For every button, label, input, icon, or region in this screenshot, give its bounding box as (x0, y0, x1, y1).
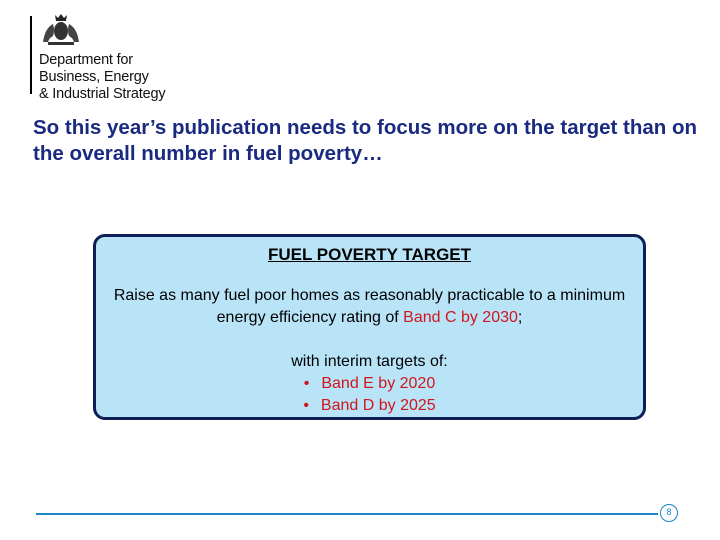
interim-intro: with interim targets of: (291, 353, 448, 370)
interim-target: Band E by 2020 (321, 375, 436, 392)
target-box-title: FUEL POVERTY TARGET (267, 245, 472, 264)
department-name (39, 52, 165, 103)
interim-target: Band D by 2025 (320, 397, 436, 414)
bullet-icon: • (303, 397, 309, 414)
logo-line: Business, Energy (39, 69, 149, 85)
slide-headline: So this year’s publication needs to focus more on the target than on the overall number in fuel poverty… (33, 116, 698, 165)
list-item (96, 395, 643, 417)
page-number-badge: 8 (660, 504, 678, 522)
footer-divider (36, 513, 658, 515)
department-logo (30, 12, 205, 102)
bullet-icon: • (303, 375, 310, 392)
fuel-poverty-target-box (93, 234, 646, 420)
logo-divider-bar (30, 16, 32, 94)
target-statement-end: ; (517, 309, 523, 326)
logo-line: Department for (39, 52, 133, 68)
interim-targets-list (96, 373, 643, 417)
royal-coat-of-arms-icon (39, 12, 83, 48)
logo-line: & Industrial Strategy (39, 86, 166, 102)
target-statement-text: Raise as many fuel poor homes as reasonably practicable to a minimum energy efficiency rating of (113, 287, 626, 326)
list-item (96, 373, 643, 395)
target-statement (96, 285, 643, 329)
target-highlight: Band C by 2030 (403, 309, 518, 326)
